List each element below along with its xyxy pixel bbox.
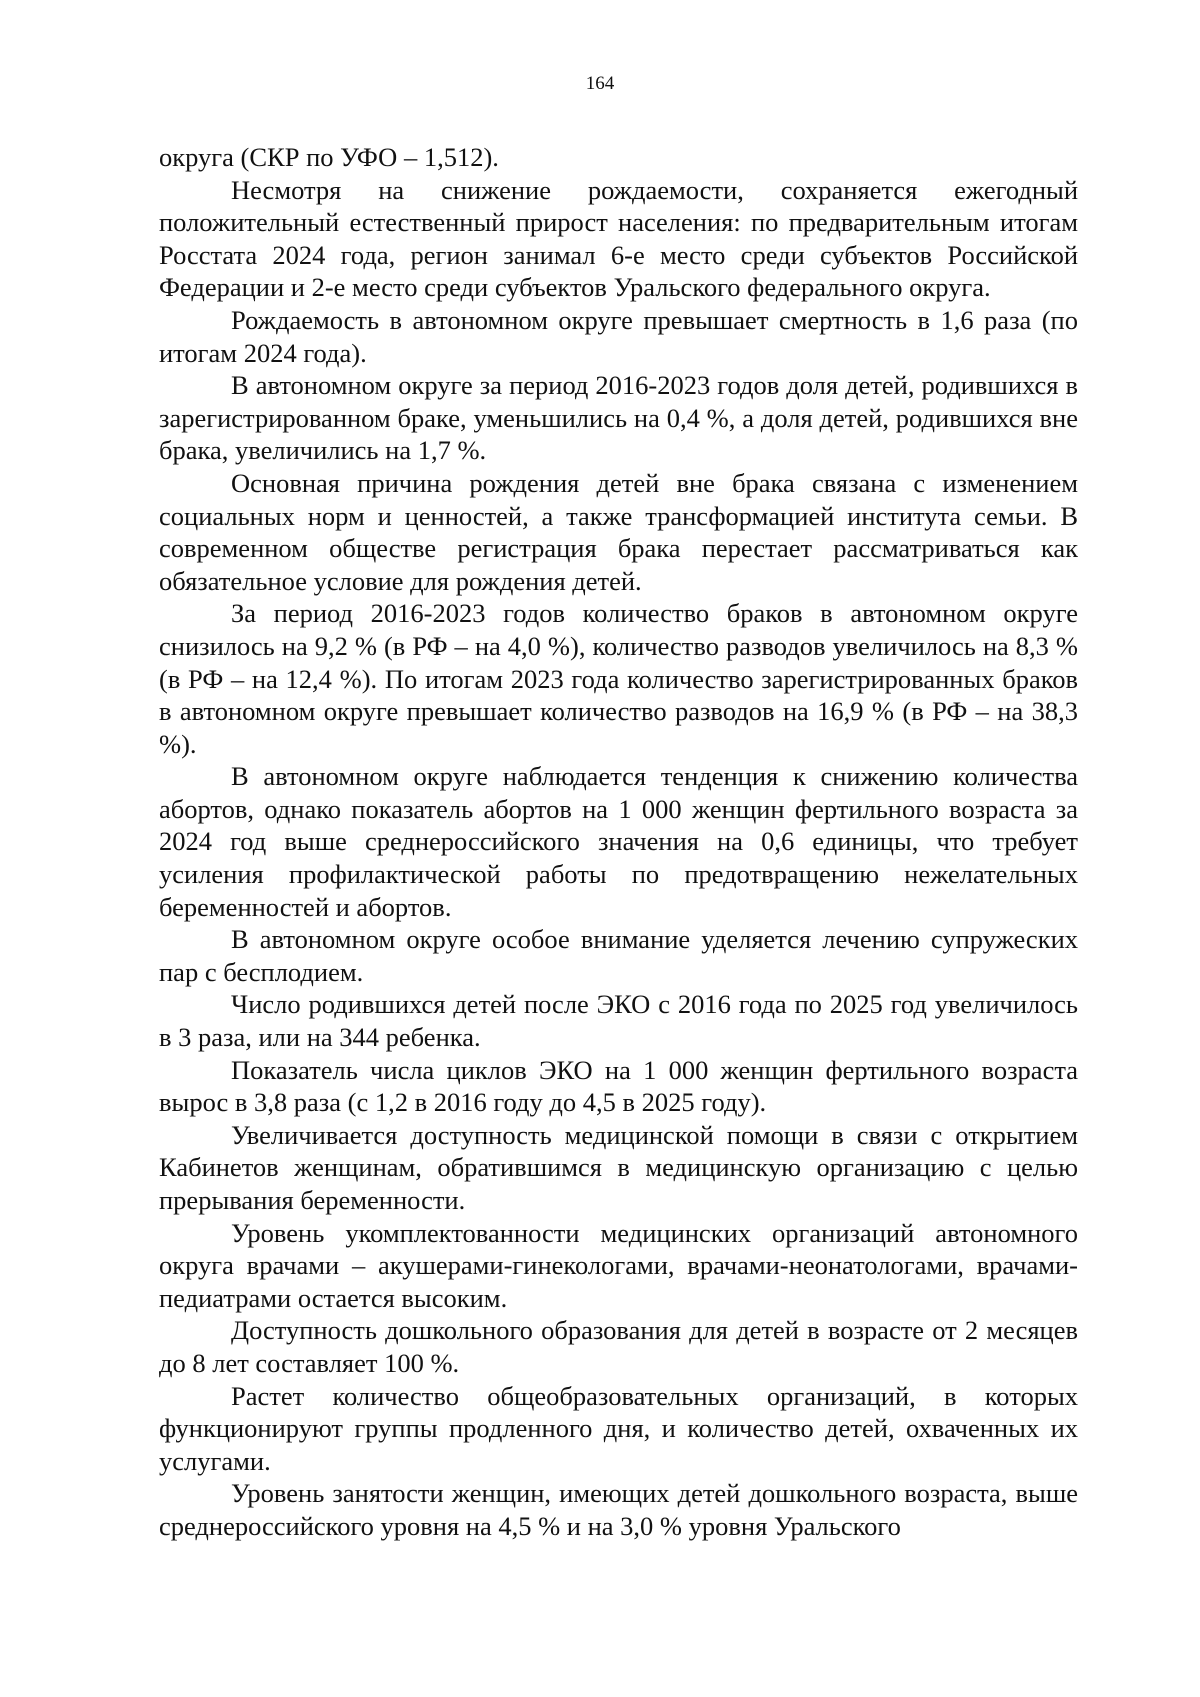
paragraph: В автономном округе наблюдается тенденция к снижению количества абортов, однако показатель абортов на 1 000 женщин фертильного возраста за 2024 год выше среднероссийского значения на 0,6 единицы, что требует усиления профилактической работы по предотвращению нежелательных беременностей и абортов. <box>159 761 1078 922</box>
page-number: 164 <box>585 73 615 94</box>
paragraph: Увеличивается доступность медицинской помощи в связи с открытием Кабинетов женщинам, обратившимся в медицинскую организацию с целью прерывания беременности. <box>159 1119 1078 1215</box>
paragraph-continuation: округа (СКР по УФО – 1,512). <box>159 142 499 172</box>
paragraph: В автономном округе за период 2016-2023 годов доля детей, родившихся в зарегистрированном браке, уменьшились на 0,4 %, а доля детей, родившихся вне брака, увеличились на 1,7 %. <box>159 370 1078 466</box>
paragraph: Число родившихся детей после ЭКО с 2016 года по 2025 год увеличилось в 3 раза, или на 344 ребенка. <box>159 989 1078 1053</box>
paragraph: Несмотря на снижение рождаемости, сохраняется ежегодный положительный естественный прирост населения: по предварительным итогам Росстата 2024 года, регион занимал 6-е место среди субъектов Российской Федерации и 2-е место среди субъектов Уральского федерального округа. <box>159 174 1078 303</box>
paragraph: Основная причина рождения детей вне брака связана с изменением социальных норм и ценностей, а также трансформацией института семьи. В современном обществе регистрация брака перестает рассматриваться как обязательное условие для рождения детей. <box>159 467 1078 596</box>
paragraph: За период 2016-2023 годов количество браков в автономном округе снизилось на 9,2 % (в РФ – на 4,0 %), количество разводов увеличилось на 8,3 % (в РФ – на 12,4 %). По итогам 2023 года количество зарегистрированных браков в автономном округе превышает количество разводов на 16,9 % (в РФ – на 38,3 %). <box>159 598 1078 759</box>
body-text <box>159 141 1078 1543</box>
paragraph: Уровень укомплектованности медицинских организаций автономного округа врачами – акушерами-гинекологами, врачами-неонатологами, врачами-педиатрами остается высоким. <box>159 1217 1078 1313</box>
paragraph: В автономном округе особое внимание уделяется лечению супружеских пар с бесплодием. <box>159 924 1078 987</box>
paragraph: Рождаемость в автономном округе превышает смертность в 1,6 раза (по итогам 2024 года). <box>159 304 1078 368</box>
paragraph: Растет количество общеобразовательных организаций, в которых функционируют группы продленного дня, и количество детей, охваченных их услугами. <box>159 1380 1078 1476</box>
paragraph: Уровень занятости женщин, имеющих детей дошкольного возраста, выше среднероссийского уровня на 4,5 % и на 3,0 % уровня Уральского <box>159 1478 1078 1541</box>
paragraph: Показатель числа циклов ЭКО на 1 000 женщин фертильного возраста вырос в 3,8 раза (с 1,2 в 2016 году до 4,5 в 2025 году). <box>159 1054 1078 1118</box>
paragraph: Доступность дошкольного образования для детей в возрасте от 2 месяцев до 8 лет составляет 100 %. <box>159 1315 1078 1378</box>
